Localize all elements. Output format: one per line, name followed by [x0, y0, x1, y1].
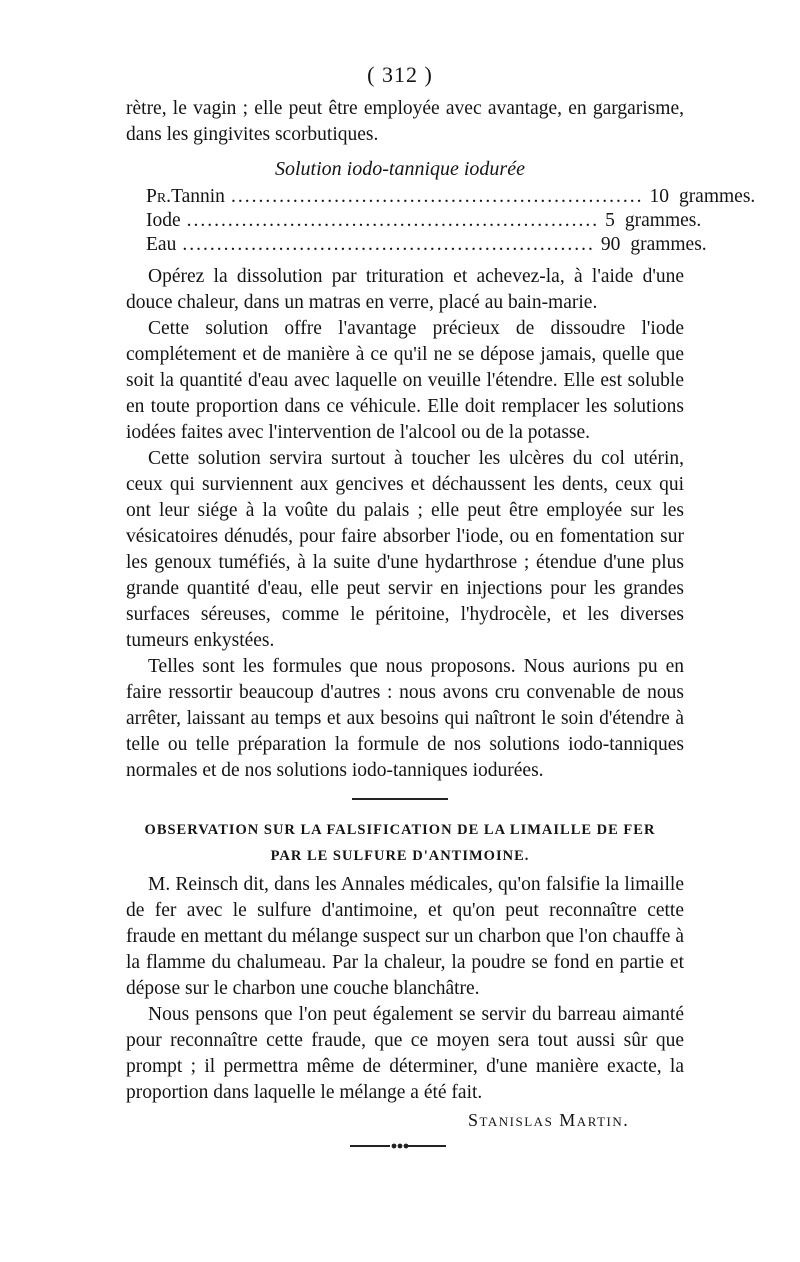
ingredient-name: Eau — [146, 234, 177, 255]
ingredient-unit: grammes. — [630, 234, 707, 255]
section-body — [126, 872, 684, 1106]
ingredient-unit: grammes. — [678, 186, 756, 207]
page-number: ( 312 ) — [367, 62, 433, 87]
recipe-row — [146, 210, 702, 234]
body-text — [126, 264, 684, 784]
ingredient-quantity: 10 — [649, 186, 669, 207]
ingredient-name: Iode — [146, 210, 181, 231]
recipe-prefix: Pr. — [146, 186, 172, 207]
recipe-row — [146, 186, 756, 210]
ingredient-quantity: 90 — [600, 234, 621, 255]
body-paragraph: Telles sont les formules que nous proposons. Nous aurions pu en faire ressortir beaucoup d'autres : nous avons cru convenable de nous arrêter, laissant au temps et aux besoins qui naîtront le soin d'étendre à telle ou telle préparation la formule de nos solutions iodo-tanniques normales et de nos solutions iodo-tanniques iodurées. — [126, 656, 684, 781]
ingredient-quantity: 5 — [605, 210, 615, 231]
intro-text: rètre, le vagin ; elle peut être employée avec avantage, en gargarisme, dans les gingivites scorbutiques. — [126, 98, 684, 145]
intro-paragraph — [126, 96, 684, 148]
body-paragraph: Cette solution servira surtout à toucher les ulcères du col utérin, ceux qui surviennent aux gencives et déchaussent les dents, ceux qui ont leur siége à la voûte du palais ; elle peut être employée sur les vésicatoires dénudés, pour faire absorber l'iode, ou en fomentation sur les genoux tuméfiés, à la suite d'une hydarthrose ; étendue d'une plus grande quantité d'eau, elle peut servir en injections pour les grandes surfaces séreuses, comme le péritoine, l'hydrocèle, et les diverses tumeurs enkystées. — [126, 448, 684, 651]
section-paragraph: M. Reinsch dit, dans les Annales médicales, qu'on falsifie la limaille de fer avec le sulfure d'antimoine, et qu'on peut reconnaître cette fraude en mettant du mélange suspect sur un charbon que l'on chauffe à la flamme du chalumeau. Par la chaleur, la poudre se fond en partie et dépose sur le charbon une couche blanchâtre. — [126, 874, 684, 999]
ingredient-unit: grammes. — [624, 210, 702, 231]
recipe-row — [146, 234, 707, 258]
leader-dots: ............................................................ — [182, 234, 595, 255]
author-signature: Stanislas Martin. — [468, 1110, 630, 1130]
ingredient-name: Tannin — [171, 186, 225, 207]
end-ornament-icon — [350, 1142, 446, 1150]
section-divider — [352, 798, 448, 800]
leader-dots: ............................................................ — [230, 186, 644, 207]
section-title-line1: OBSERVATION SUR LA FALSIFICATION DE LA LIMAILLE DE FER — [144, 822, 656, 838]
leader-dots: ............................................................ — [186, 210, 600, 231]
recipe-list — [146, 186, 756, 258]
body-paragraph: Opérez la dissolution par trituration et achevez-la, à l'aide d'une douce chaleur, dans un matras en verre, placé au bain-marie. — [126, 266, 684, 313]
section-paragraph: Nous pensons que l'on peut également se servir du barreau aimanté pour reconnaître cette fraude, que ce moyen sera tout aussi sûr que prompt ; il permettra même de déterminer, d'une manière exacte, la proportion dans laquelle le mélange a été fait. — [126, 1004, 684, 1103]
recipe-title: Solution iodo-tannique iodurée — [275, 158, 525, 180]
body-paragraph: Cette solution offre l'avantage précieux de dissoudre l'iode complétement et de manière à ce qu'il ne se dépose jamais, quelle que soit la quantité d'eau avec laquelle on veuille l'étendre. Elle est soluble en toute proportion dans ce véhicule. Elle doit remplacer les solutions iodées faites avec l'intervention de l'alcool ou de la potasse. — [126, 318, 684, 443]
section-title-line2: PAR LE SULFURE D'ANTIMOINE. — [270, 848, 530, 864]
